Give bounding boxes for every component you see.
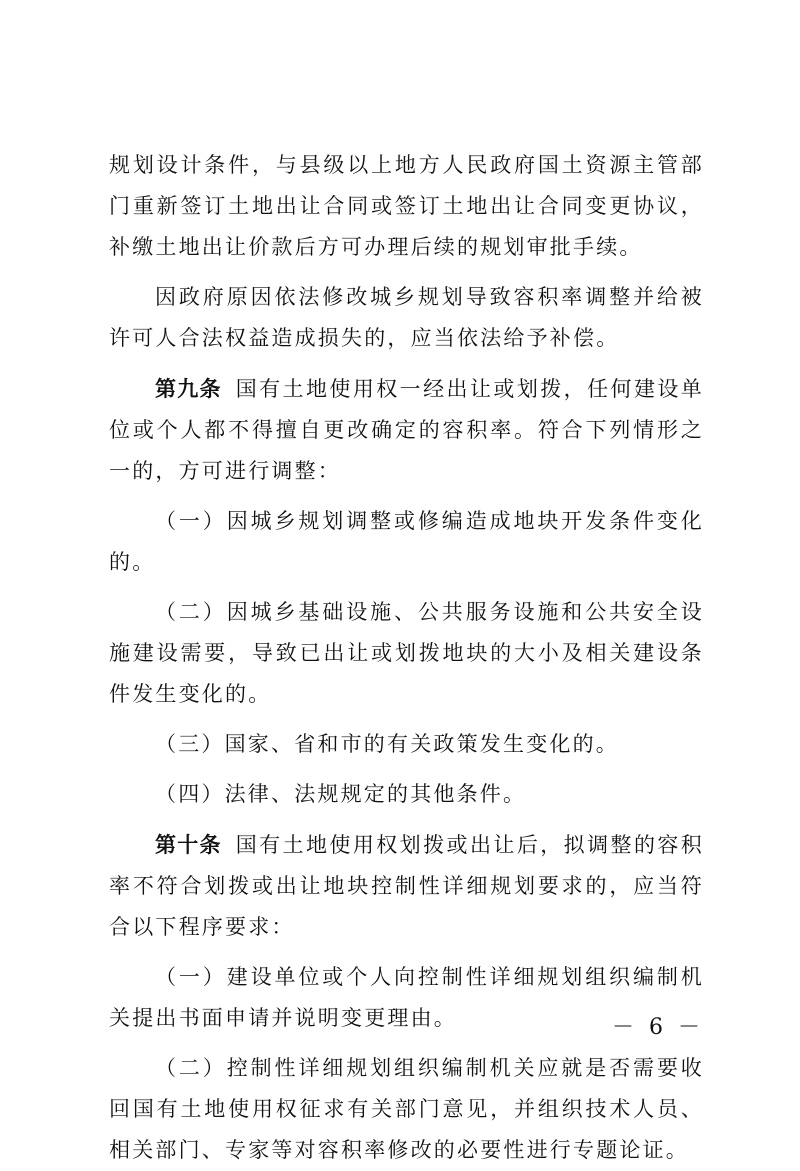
list-item: （一）建设单位或个人向控制性详细规划组织编制机关提出书面申请并说明变更理由。	[109, 965, 704, 1030]
paragraph-continuation: 规划设计条件，与县级以上地方人民政府国土资源主管部门重新签订土地出让合同或签订土地出让合同变更协议，补缴土地出让价款后方可办理后续的规划审批手续。	[109, 153, 704, 259]
article-10-paragraph	[109, 824, 704, 948]
article-heading: 第九条	[155, 376, 222, 401]
page-number: － 6 －	[612, 1015, 704, 1040]
article-text: 国有土地使用权划拨或出让后，拟调整的容积率不符合划拨或出让地块控制性详细规划要求的，应当符合以下程序要求：	[109, 833, 705, 939]
article-9-paragraph	[109, 368, 704, 492]
list-item: （二）控制性详细规划组织编制机关应就是否需要收回国有土地使用权征求有关部门意见，并组织技术人员、相关部门、专家等对容积率修改的必要性进行专题论证。	[109, 1056, 704, 1162]
list-item: （三）国家、省和市的有关政策发生变化的。	[155, 732, 619, 756]
list-item: （一）因城乡规划调整或修编造成地块开发条件变化的。	[109, 509, 704, 574]
article-text: 国有土地使用权一经出让或划拨，任何建设单位或个人都不得擅自更改确定的容积率。符合下列情形之一的，方可进行调整：	[109, 377, 705, 483]
list-item: （二）因城乡基础设施、公共服务设施和公共安全设施建设需要，导致已出让或划拨地块的大小及相关建设条件发生变化的。	[109, 600, 704, 706]
list-item: （四）法律、法规规定的其他条件。	[155, 782, 527, 806]
paragraph: 因政府原因依法修改城乡规划导致容积率调整并给被许可人合法权益造成损失的，应当依法给予补偿。	[109, 285, 704, 350]
article-heading: 第十条	[155, 832, 222, 857]
